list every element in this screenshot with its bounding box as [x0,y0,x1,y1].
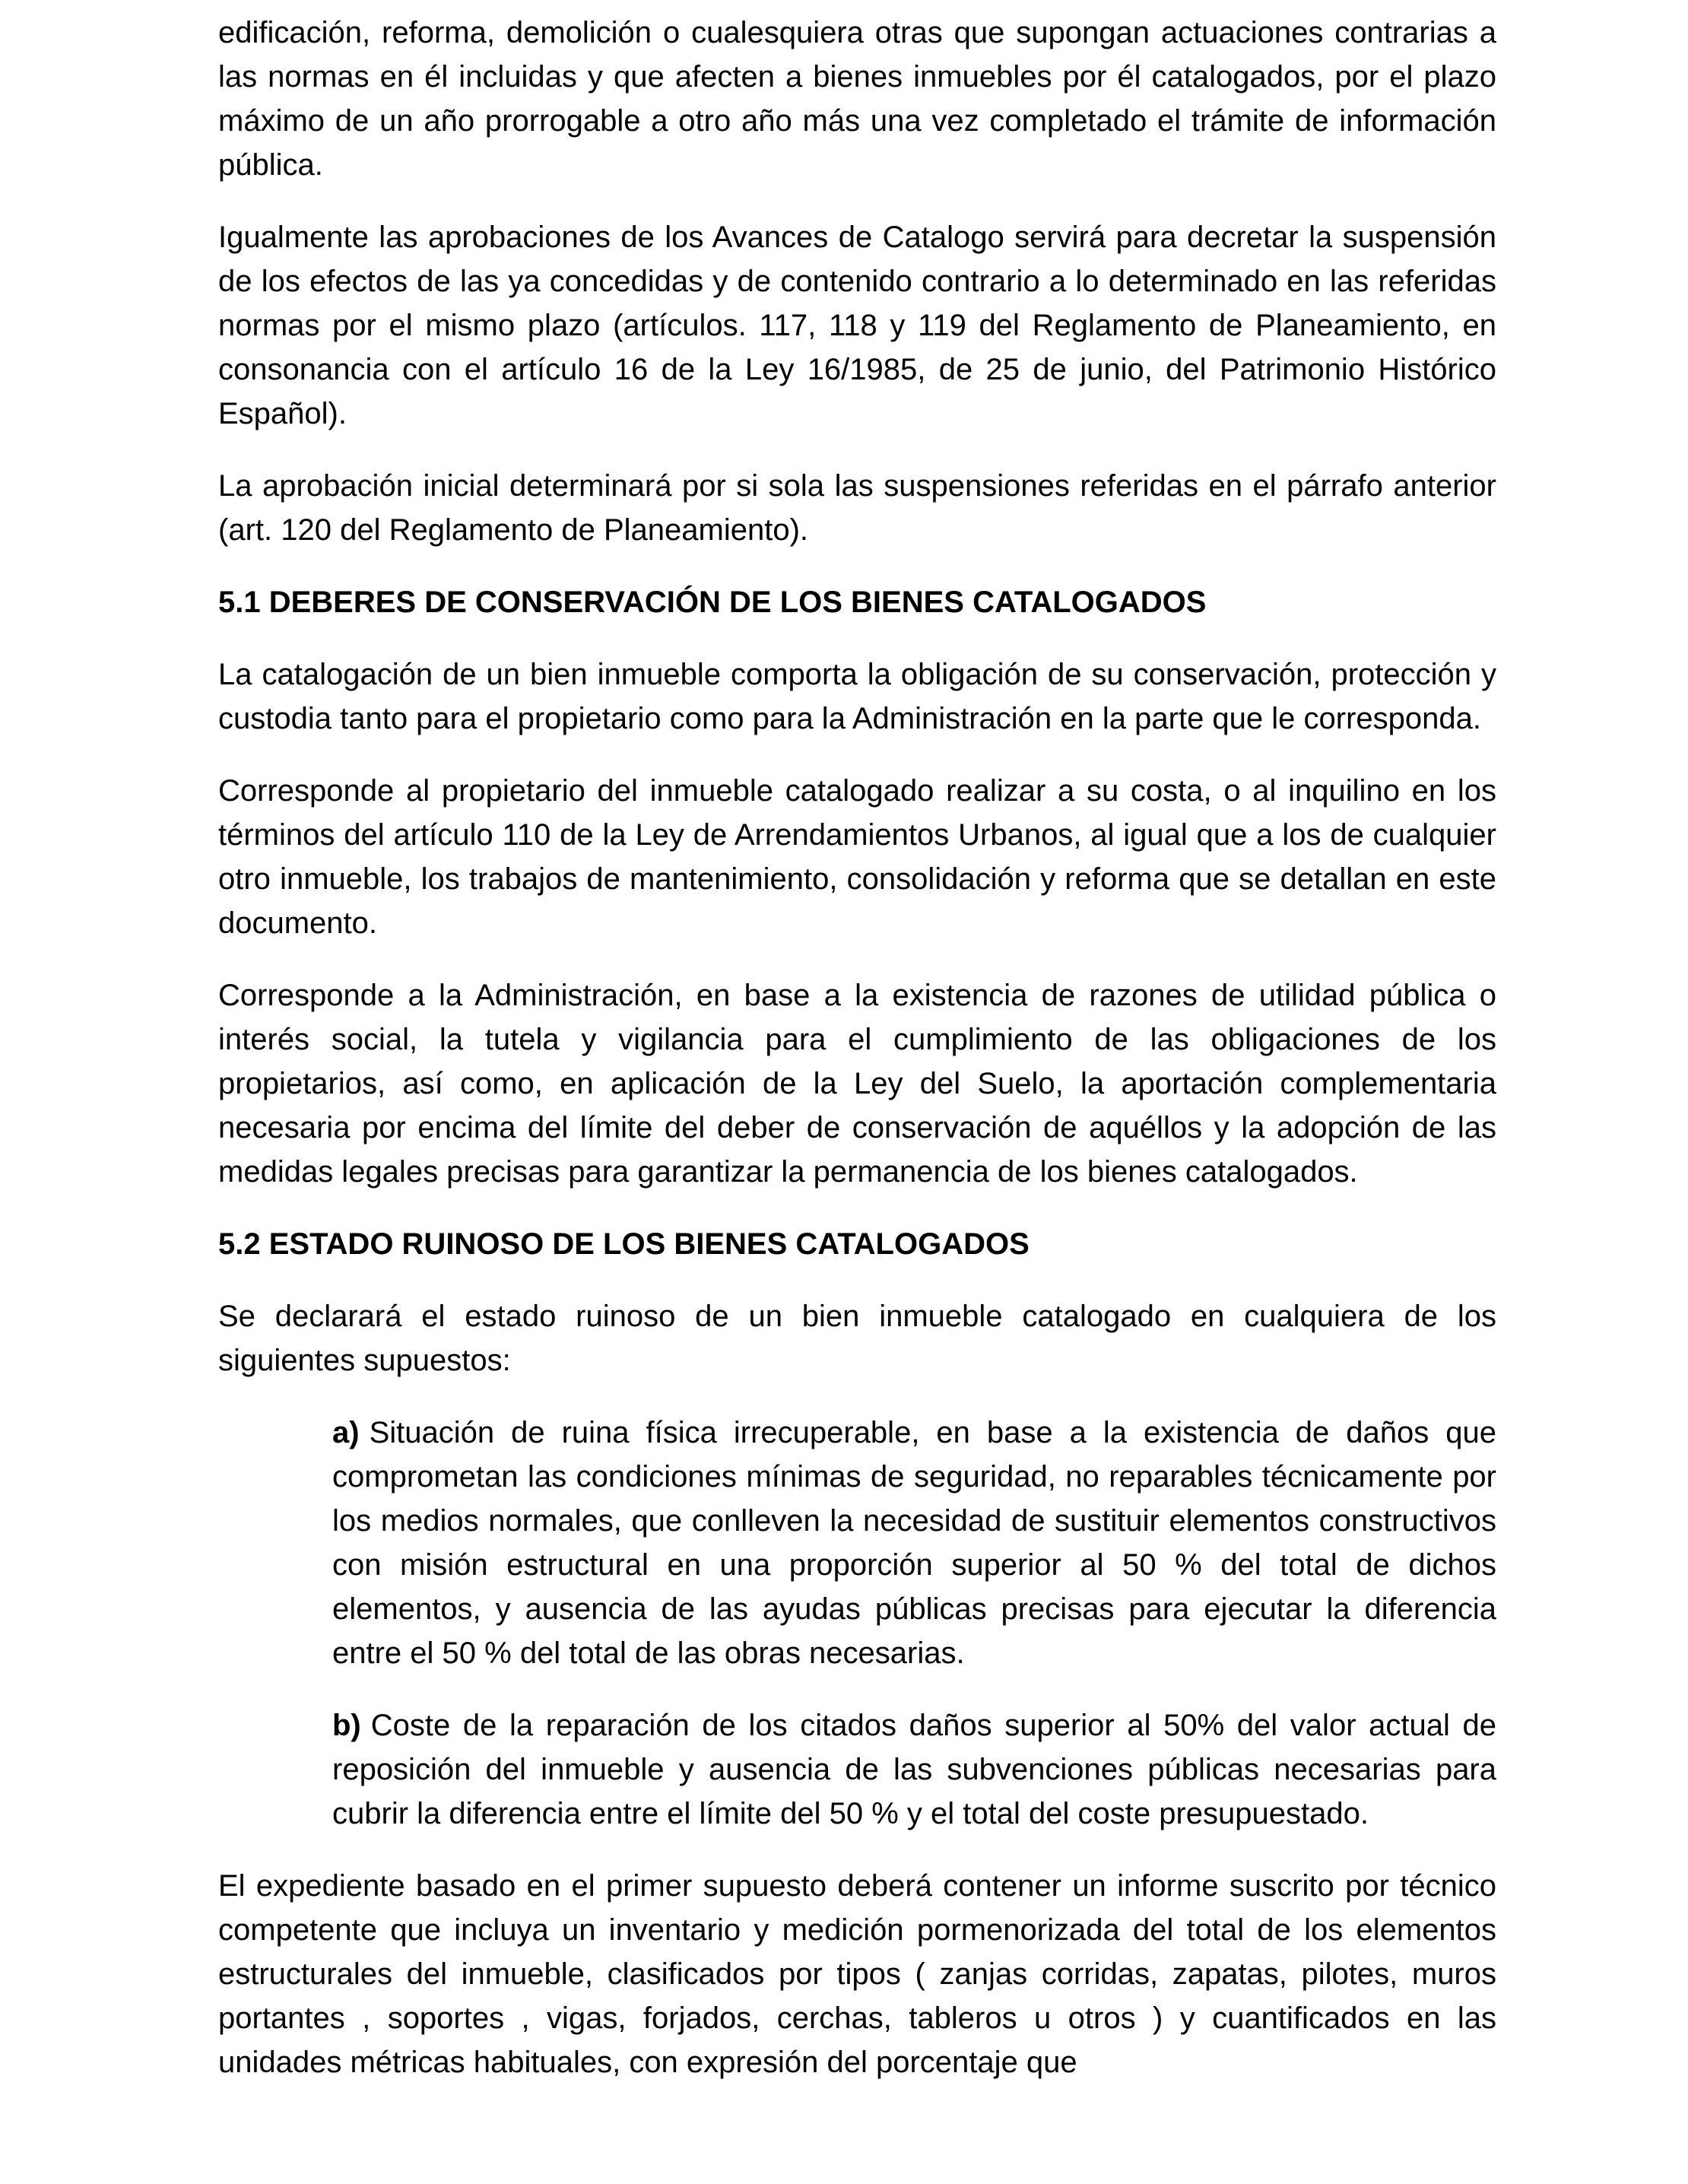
paragraph-catalogacion-obligacion: La catalogación de un bien inmueble comporta la obligación de su conservación, protección y custodia tanto para el propietario como para la Administración en la parte que le corresponda. [218,658,1496,735]
list-item-b-label: b) [332,1709,361,1742]
list-item-a-label: a) [332,1416,360,1449]
paragraph-igualmente-aprobaciones: Igualmente las aprobaciones de los Avances de Catalogo servirá para decretar la suspensión de los efectos de las ya concedidas y de contenido contrario a lo determinado en las referidas normas por el mismo plazo (artículos. 117, 118 y 119 del Reglamento de Planeamiento, en consonancia con el artículo 16 de la Ley 16/1985, de 25 de junio, del Patrimonio Histórico Español). [218,221,1496,430]
section-heading-5-1: 5.1 DEBERES DE CONSERVACIÓN DE LOS BIENES CATALOGADOS [218,586,1207,619]
paragraph-continuation-edificacion: edificación, reforma, demolición o cualesquiera otras que supongan actuaciones contrarias a las normas en él incluidas y que afecten a bienes inmuebles por él catalogados, por el plazo máximo de un año prorrogable a otro año más una vez completado el trámite de información pública. [218,16,1496,182]
list-item-a-text: Situación de ruina física irrecuperable, en base a la existencia de daños que comprometan las condiciones mínimas de seguridad, no reparables técnicamente por los medios normales, que conlleven la necesidad de sustituir elementos constructivos con misión estructural en una proporción superior al 50 % del total de dichos elementos, y ausencia de las ayudas públicas precisas para ejecutar la diferencia entre el 50 % del total de las obras necesarias. [332,1416,1496,1670]
paragraph-corresponde-administracion: Corresponde a la Administración, en base a la existencia de razones de utilidad pública o interés social, la tutela y vigilancia para el cumplimiento de las obligaciones de los propietarios, así como, en aplicación de la Ley del Suelo, la aportación complementaria necesaria por encima del límite del deber de conservación de aquéllos y la adopción de las medidas legales precisas para garantizar la permanencia de los bienes catalogados. [218,979,1496,1189]
section-heading-5-2: 5.2 ESTADO RUINOSO DE LOS BIENES CATALOGADOS [218,1227,1030,1261]
paragraph-estado-ruinoso-intro: Se declarará el estado ruinoso de un bien inmueble catalogado en cualquiera de los siguientes supuestos: [218,1300,1496,1377]
list-item-b-text: Coste de la reparación de los citados daños superior al 50% del valor actual de reposición del inmueble y ausencia de las subvenciones públicas necesarias para cubrir la diferencia entre el límite del 50 % y el total del coste presupuestado. [332,1709,1496,1830]
list-item-b [332,1703,1496,1836]
paragraph-expediente-informe: El expediente basado en el primer supuesto deberá contener un informe suscrito por técnico competente que incluya un inventario y medición pormenorizada del total de los elementos estructurales del inmueble, clasificados por tipos ( zanjas corridas, zapatas, pilotes, muros portantes , soportes , vigas, forjados, cerchas, tableros u otros ) y cuantificados en las unidades métricas habituales, con expresión del porcentaje que [218,1869,1496,2079]
paragraph-aprobacion-inicial: La aprobación inicial determinará por si sola las suspensiones referidas en el párrafo anterior (art. 120 del Reglamento de Planeamiento). [218,469,1496,547]
list-item-a [332,1411,1496,1675]
paragraph-corresponde-propietario: Corresponde al propietario del inmueble catalogado realizar a su costa, o al inquilino en los términos del artículo 110 de la Ley de Arrendamientos Urbanos, al igual que a los de cualquier otro inmueble, los trabajos de mantenimiento, consolidación y reforma que se detallan en este documento. [218,774,1496,940]
